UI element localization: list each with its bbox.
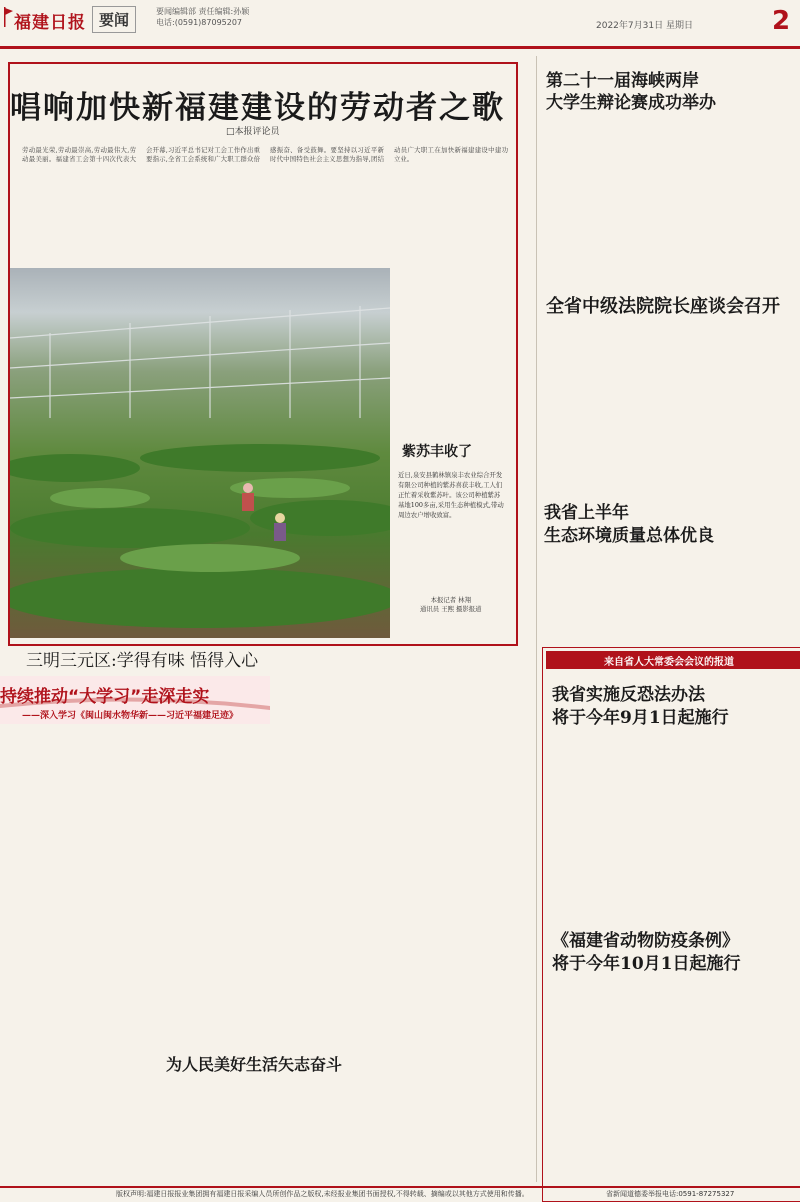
animal-epidemic-headline[interactable] [552,930,741,976]
animal-epidemic-headline-line: 将于今年10月1日起施行 [552,954,741,974]
study-banner-subtitle: ——深入学习《闽山闽水物华新——习近平福建足迹》 [22,711,239,721]
photo-caption: 近日,泉安县鹤林镇泉丰农业综合开发有限公司种植的紫苏喜获丰收,工人们正忙着采收紫苏叶。该公司种植紫苏基地100多亩,采用生态种植模式,带动周边农户增收致富。 [398,471,504,519]
newspaper-logo[interactable]: 福建日报 [14,13,86,33]
environment-article-body[interactable] [544,552,798,640]
antiterror-headline[interactable] [552,684,729,730]
animal-epidemic-headline-line: 《福建省动物防疫条例》 [552,931,739,951]
greenhouse-frame-icon [10,298,390,418]
crop-rows-icon [10,408,390,638]
court-article-body[interactable] [544,324,798,492]
photo-credit-line: 本报记者 林翔 [430,596,471,604]
animal-epidemic-article-body[interactable] [552,982,796,1180]
editor-line: 要闻编辑部 责任编辑:孙颖 [156,7,250,16]
debate-headline-line: 大学生辩论赛成功举办 [546,93,716,113]
sanming-article-body[interactable] [10,730,530,1048]
environment-headline-line: 我省上半年 [544,503,629,523]
lead-article-body[interactable]: 劳动最光荣,劳动最崇高,劳动最伟大,劳动最美丽。福建省工会第十四次代表大会开幕,习近平总书记对工会工作作出重要指示,全省工会系统和广大职工群众倍感振奋、备受鼓舞。要坚持以习近平新时代中国特色社会主义思想为指导,团结动员广大职工在加快新福建建设中建功立业。 [22,146,508,163]
copyright-notice: 版权声明:福建日报报业集团拥有福建日报采编人员所创作品之版权,未经报业集团书面授权,不得转载、摘编或以其他方式使用和传播。 [116,1190,529,1198]
editor-info [156,6,249,28]
court-headline[interactable]: 全省中级法院院长座谈会召开 [546,296,780,317]
page-number: 2 [772,6,791,36]
sanming-headline[interactable]: 三明三元区:学得有味 悟得入心 [26,651,259,671]
people-headline[interactable]: 为人民美好生活矢志奋斗 [166,1055,343,1074]
photo-title[interactable]: 紫苏丰收了 [402,444,472,460]
debate-headline[interactable] [546,70,716,114]
antiterror-headline-line: 我省实施反恐法办法 [552,685,705,705]
report-hotline: 省新闻道德委举报电话:0591-87275327 [606,1190,735,1198]
environment-headline[interactable] [544,502,714,548]
antiterror-article-body[interactable] [552,736,796,922]
photo-credit-line: 通讯员 王熙 摄影报道 [420,605,482,613]
issue-date: 2022年7月31日 星期日 [596,21,693,31]
environment-headline-line: 生态环境质量总体优良 [544,526,714,546]
lead-article-byline: □本报评论员 [226,127,280,137]
logo-flag-icon [4,6,14,28]
perilla-harvest-photo[interactable] [10,268,390,638]
phone-line: 电话:(0591)87095207 [156,18,243,27]
lead-article-headline[interactable]: 唱响加快新福建建设的劳动者之歌 [10,90,505,126]
debate-headline-line: 第二十一届海峡两岸 [546,71,699,91]
antiterror-headline-line: 将于今年9月1日起施行 [552,708,729,728]
npc-section-label[interactable]: 来自省人大常委会会议的报道 [604,657,734,668]
section-label: 要闻 [92,6,136,33]
study-banner-title[interactable]: 持续推动“大学习”走深走实 [0,687,210,707]
column-divider [536,56,537,1182]
people-article-body[interactable] [10,1078,530,1182]
photo-credit [420,596,482,614]
debate-article-body[interactable] [544,122,798,282]
